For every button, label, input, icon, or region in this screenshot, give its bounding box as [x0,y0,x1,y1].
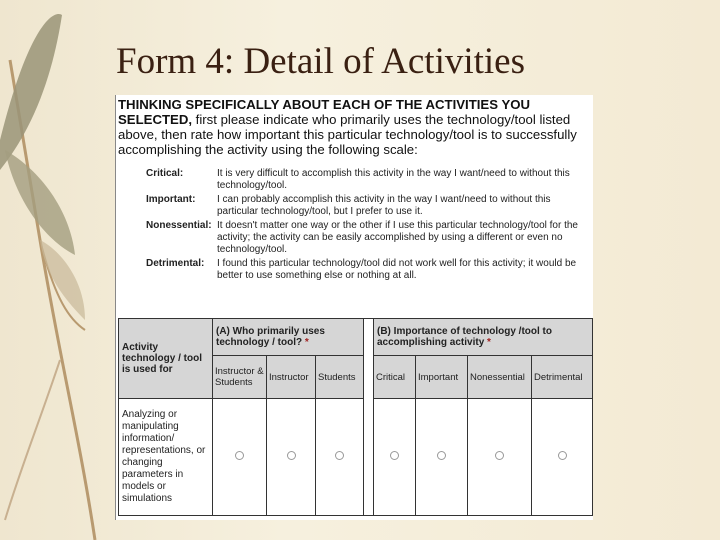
radio-important[interactable] [437,451,446,460]
scale-item-nonessential [146,220,590,256]
instructions-bold: THINKING SPECIFICALLY ABOUT EACH OF THE ACTIVITIES YOU SELECTED, [118,97,531,127]
radio-cell [316,399,364,516]
radio-detrimental[interactable] [558,451,567,460]
activity-table [118,318,593,516]
col-students: Students [316,356,364,399]
col-detrimental: Detrimental [532,356,593,399]
scale-item-detrimental [146,258,590,282]
scale-term: Detrimental: [146,258,205,269]
activity-header: Activity technology / tool is used for [119,319,213,399]
col-instructor-students: Instructor & Students [213,356,267,399]
col-critical: Critical [374,356,416,399]
scale-definition: It doesn't matter one way or the other if I use this particular technology/tool for the activity; the activity can be easily accomplished by using a different or even no technology/tool. [217,220,578,255]
scale-term: Nonessential: [146,220,212,231]
radio-nonessential[interactable] [495,451,504,460]
radio-cell [374,399,416,516]
table-row [119,399,593,516]
radio-instructor-students[interactable] [235,451,244,460]
required-marker: * [304,337,309,348]
scale-definition: I can probably accomplish this activity in the way I want/need to without this particular technology/tool, but I prefer to use it. [217,194,551,217]
radio-cell [532,399,593,516]
instructions [118,97,592,157]
radio-cell [468,399,532,516]
scale-item-critical [146,168,590,192]
scale-term: Important: [146,194,196,205]
activity-label: Analyzing or manipulating information/ representations, or changing parameters in models or simulations [119,399,213,516]
col-instructor: Instructor [267,356,316,399]
group-b-label: (B) Importance of technology /tool to accomplishing activity [377,326,552,348]
radio-instructor[interactable] [287,451,296,460]
rating-scale [146,168,590,284]
radio-cell [416,399,468,516]
radio-cell [267,399,316,516]
scale-definition: It is very difficult to accomplish this activity in the way I want/need to without this technology/tool. [217,168,570,191]
group-a-label: (A) Who primarily uses technology / tool? [216,326,325,348]
radio-cell [213,399,267,516]
scale-definition: I found this particular technology/tool did not work well for this activity; it would be better to use something else or nothing at all. [217,258,577,281]
radio-students[interactable] [335,451,344,460]
scale-term: Critical: [146,168,184,179]
leaf-branch-decoration [0,0,110,540]
col-important: Important [416,356,468,399]
required-marker: * [487,337,491,348]
slide-title: Form 4: Detail of Activities [116,41,526,82]
column-gap [364,319,374,516]
radio-critical[interactable] [390,451,399,460]
group-b-header [374,319,593,356]
form-screenshot [115,95,593,520]
group-a-header [213,319,364,356]
scale-item-important [146,194,590,218]
instructions-text: first please indicate who primarily uses the technology/tool listed above, then rate how important this particular technology/tool is to successfully accomplishing the activity using the following scale: [118,112,577,157]
col-nonessential: Nonessential [468,356,532,399]
